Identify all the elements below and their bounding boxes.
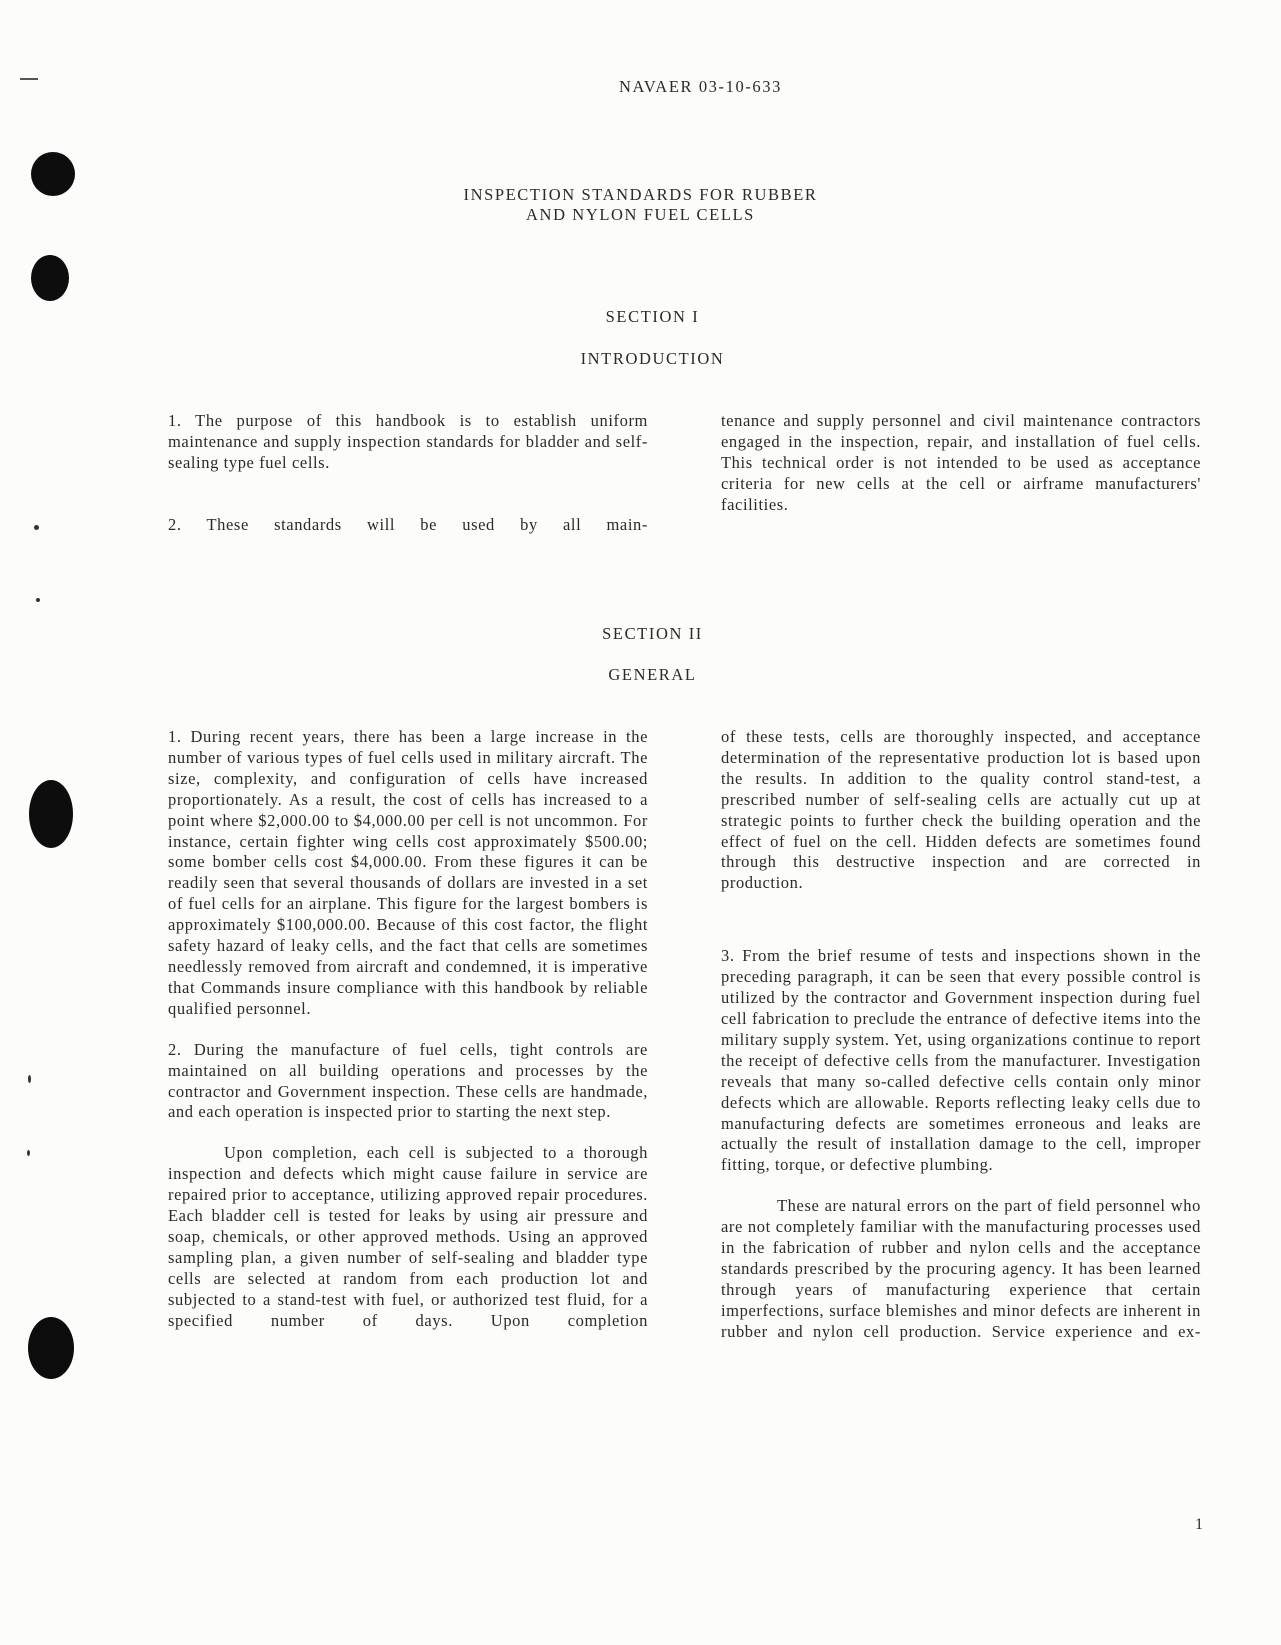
- title-line-1: INSPECTION STANDARDS FOR RUBBER: [463, 185, 818, 204]
- punch-hole: [29, 780, 73, 848]
- section-2-number: SECTION II: [602, 624, 703, 643]
- punch-hole: [28, 1317, 74, 1379]
- paragraph: 2. These standards will be used by all main-: [168, 514, 648, 534]
- scan-mark: [20, 78, 38, 80]
- section-1-right-column: [721, 411, 1201, 516]
- scan-speck: [27, 1150, 30, 1156]
- paragraph: of these tests, cells are thoroughly inspected, and acceptance determination of the representative production lot is based upon the results. In addition to the quality control stand-test, a prescribed number of self-sealing cells are actually cut up at strategic points to further check the building operation and the effect of fuel on the cell. Hidden defects are sometimes found through this destructive inspection and are corrected in production.: [721, 727, 1201, 893]
- scan-speck: [28, 1075, 31, 1083]
- paragraph: 1. During recent years, there has been a large increase in the number of various types of fuel cells used in military aircraft. The size, complexity, and configuration of cells have increased proportionately. As a result, the cost of cells has increased to a point where $2,000.00 to $4,000.00 per cell is not uncommon. For instance, certain fighter wing cells cost approximately $500.00; some bomber cells cost $4,000.00. From these figures it can be readily seen that several thousands of dollars are invested in a set of fuel cells for an airplane. This figure for the largest bombers is approximately $100,000.00. Because of this cost factor, the flight safety hazard of leaky cells, and the fact that cells are sometimes needlessly removed from aircraft and condemned, it is imperative that Commands insure compliance with this handbook by reliable qualified personnel.: [168, 727, 648, 1018]
- paragraph: 3. From the brief resume of tests and inspections shown in the preceding paragraph, it can be seen that every possible control is utilized by the contractor and Government inspection during fuel cell fabrication to preclude the entrance of defective items into the military supply system. Yet, using organizations continue to report the receipt of defective cells from the manufacturer. Investigation reveals that many so-called defective cells contain only minor defects which are allowable. Reports reflecting leaky cells due to manufacturing defects are sometimes erroneous and leaks are actually the result of installation damage to the cell, improper fitting, torque, or defective plumbing.: [721, 946, 1201, 1175]
- paragraph: tenance and supply personnel and civil maintenance contractors engaged in the inspection, repair, and installation of fuel cells. This technical order is not intended to be used as acceptance criteria for new cells at the cell or airframe manufacturers' facilities.: [721, 411, 1201, 514]
- section-1-left-column: [168, 411, 648, 536]
- title-line-2: AND NYLON FUEL CELLS: [526, 205, 755, 224]
- document-number: NAVAER 03-10-633: [619, 77, 782, 96]
- section-2-left-column: [168, 727, 648, 1331]
- scan-speck: [36, 598, 40, 602]
- punch-hole: [31, 255, 69, 301]
- paragraph: 1. The purpose of this handbook is to establish uniform maintenance and supply inspection standards for bladder and self-sealing type fuel cells.: [168, 411, 648, 472]
- paragraph: These are natural errors on the part of field personnel who are not completely familiar with the manufacturing processes used in the fabrication of rubber and nylon cells and the acceptance standards prescribed by the procuring agency. It has been learned through years of manufacturing experience that certain imperfections, surface blemishes and minor defects are inherent in rubber and nylon cell production. Service experience and ex-: [721, 1196, 1201, 1341]
- paragraph: Upon completion, each cell is subjected to a thorough inspection and defects which might cause failure in service are repaired prior to acceptance, utilizing approved repair procedures. Each bladder cell is tested for leaks by using air pressure and soap, chemicals, or other approved methods. Using an approved sampling plan, a given number of self-sealing and bladder type cells are selected at random from each production lot and subjected to a stand-test with fuel, or authorized test fluid, for a specified number of days. Upon completion: [168, 1143, 648, 1330]
- scan-speck: [34, 525, 39, 530]
- section-2-heading: GENERAL: [608, 665, 697, 684]
- paragraph: 2. During the manufacture of fuel cells, tight controls are maintained on all building operations and processes by the contractor and Government inspection. These cells are handmade, and each operation is inspected prior to starting the next step.: [168, 1039, 648, 1122]
- section-1-heading: INTRODUCTION: [580, 349, 725, 368]
- page-number: 1: [1195, 1516, 1203, 1533]
- section-1-number: SECTION I: [605, 307, 700, 326]
- section-2-right-column: [721, 727, 1201, 1343]
